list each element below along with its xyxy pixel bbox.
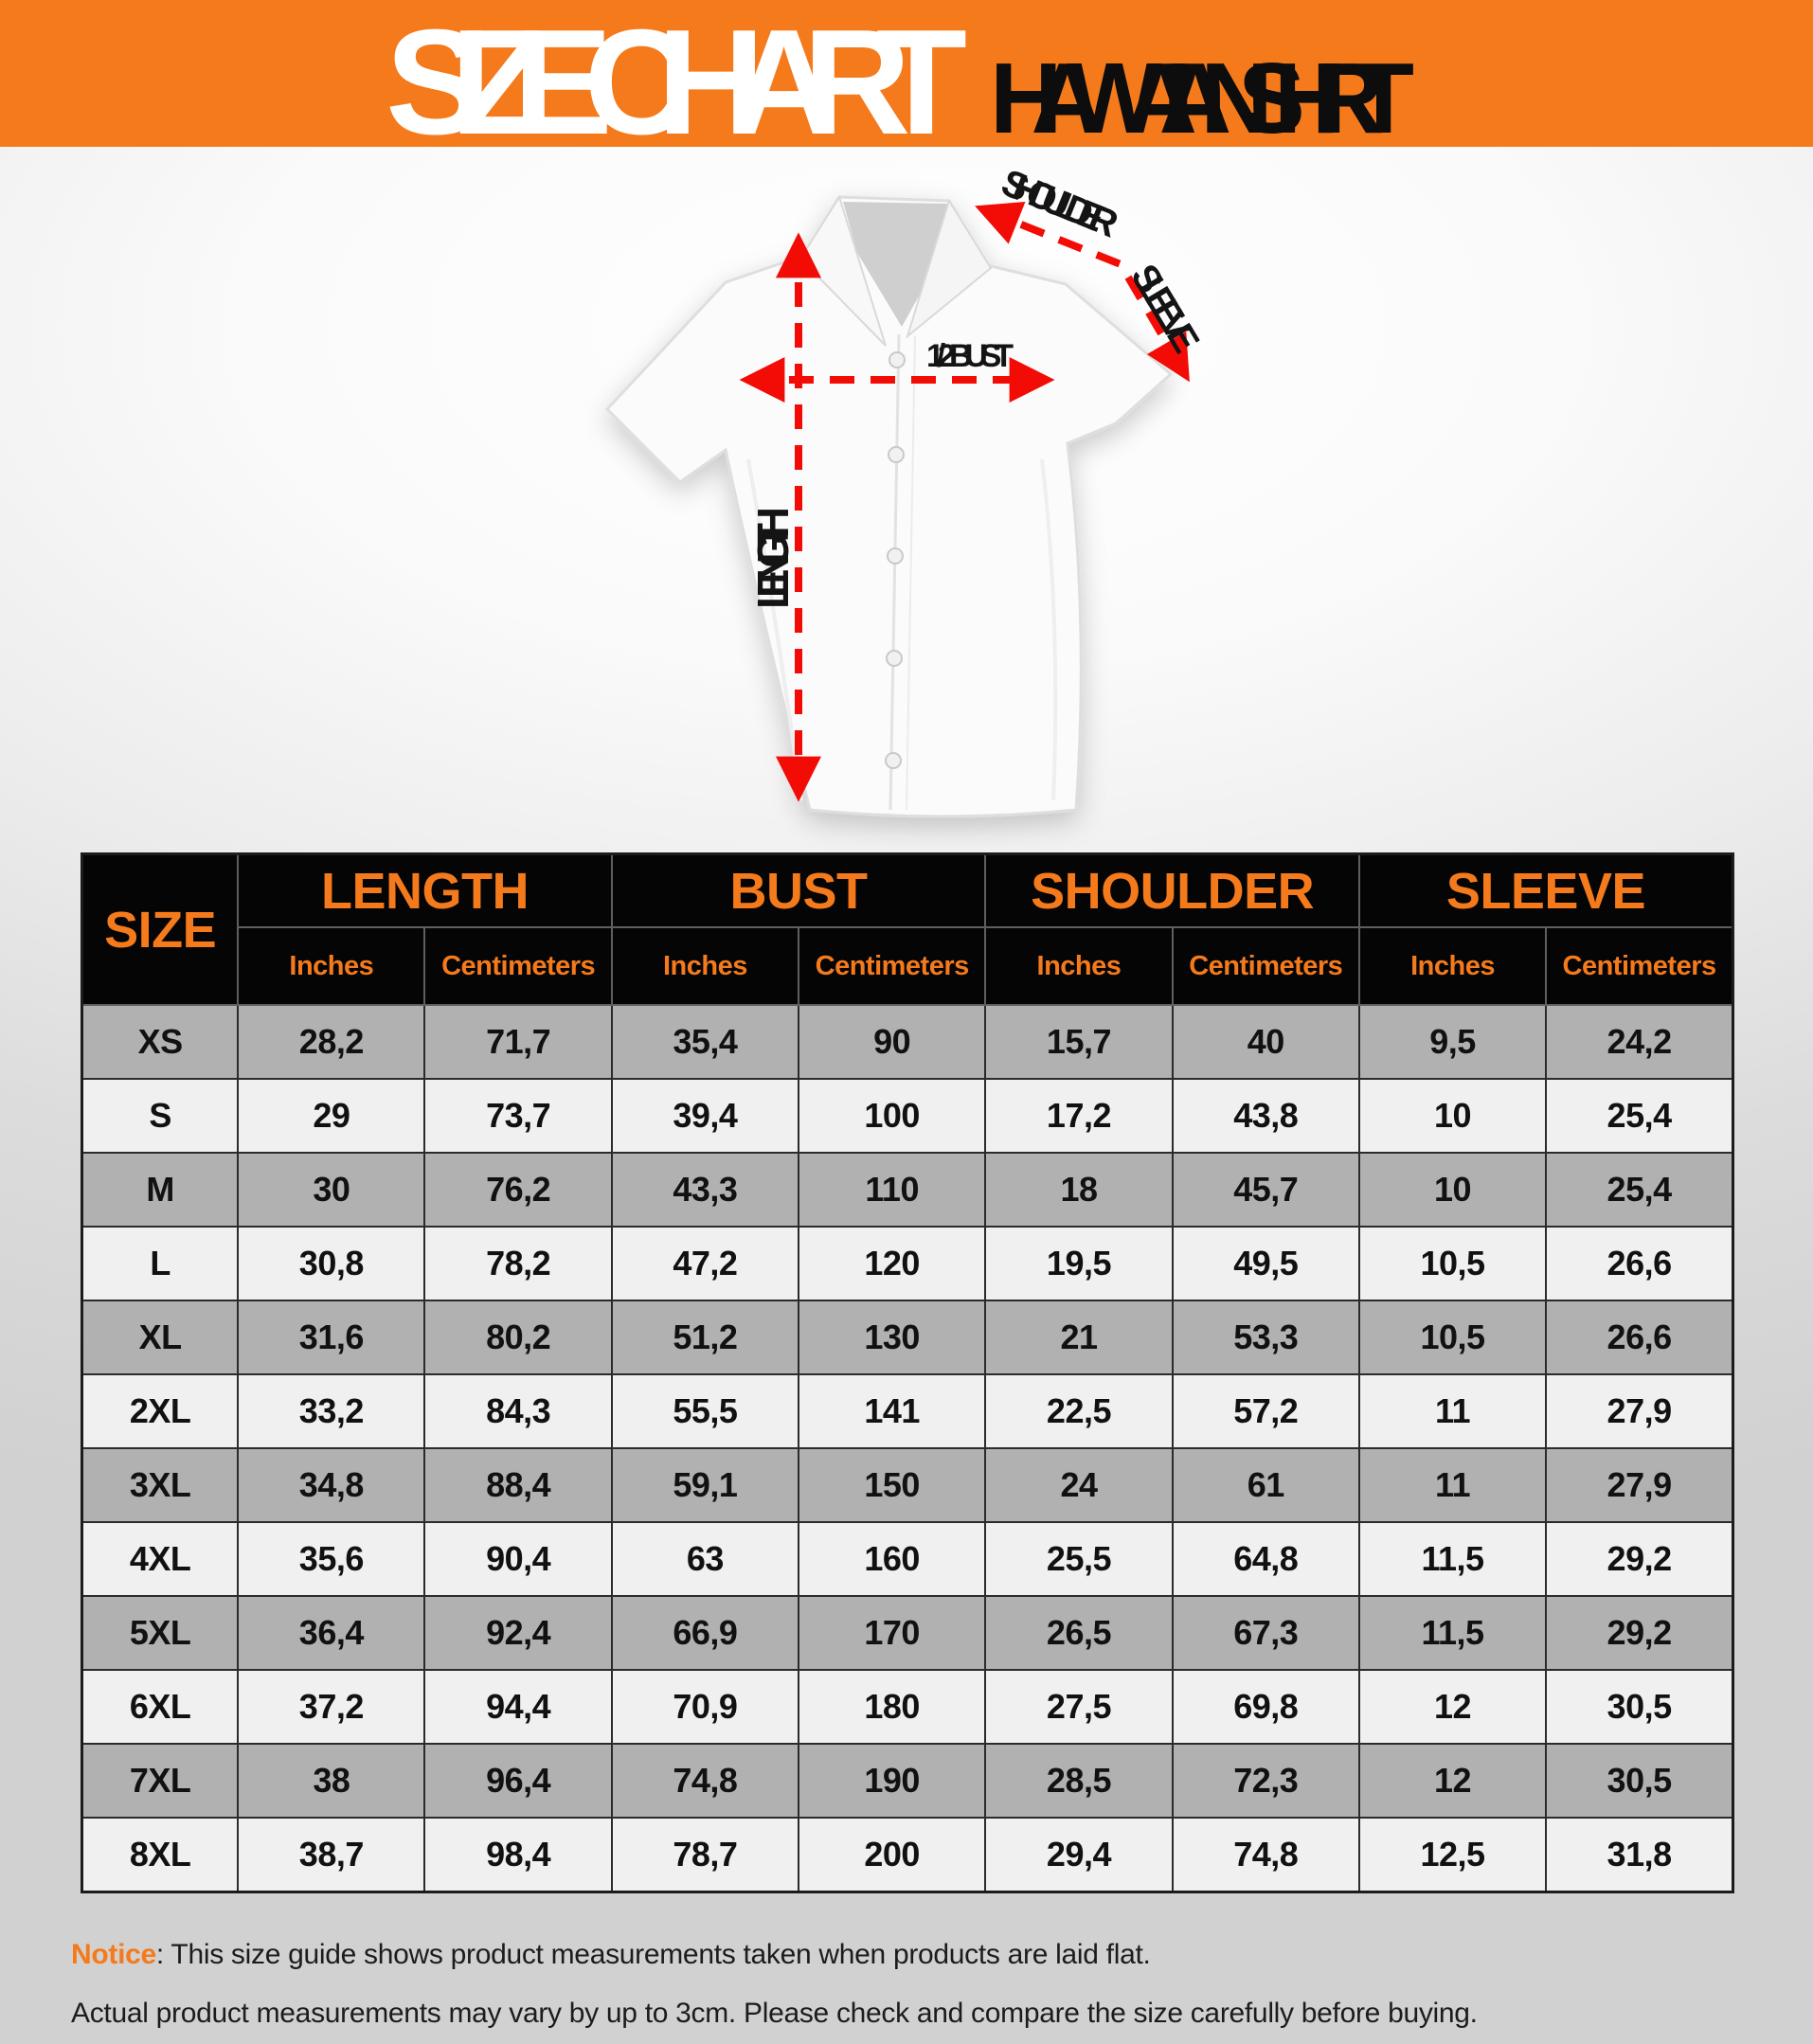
unit-header: Inches <box>238 927 424 1005</box>
size-cell: 2XL <box>82 1374 239 1448</box>
size-table-body <box>82 1005 1733 1892</box>
length-label: LENGTH <box>748 507 798 609</box>
table-cell: 24 <box>985 1448 1172 1522</box>
table-cell: 35,4 <box>612 1005 799 1079</box>
table-cell: 190 <box>799 1744 985 1818</box>
table-cell: 34,8 <box>238 1448 424 1522</box>
table-cell: 49,5 <box>1173 1227 1359 1300</box>
table-cell: 38 <box>238 1744 424 1818</box>
size-cell: 6XL <box>82 1670 239 1744</box>
table-cell: 11 <box>1359 1448 1546 1522</box>
notice-label: Notice <box>71 1939 156 1970</box>
table-cell: 110 <box>799 1153 985 1227</box>
table-cell: 40 <box>1173 1005 1359 1079</box>
size-cell: 4XL <box>82 1522 239 1596</box>
table-cell: 80,2 <box>424 1300 611 1374</box>
table-row <box>82 1227 1733 1300</box>
table-cell: 200 <box>799 1818 985 1892</box>
table-cell: 15,7 <box>985 1005 1172 1079</box>
size-cell: 8XL <box>82 1818 239 1892</box>
table-cell: 84,3 <box>424 1374 611 1448</box>
table-cell: 19,5 <box>985 1227 1172 1300</box>
size-cell: 5XL <box>82 1596 239 1670</box>
table-row <box>82 1744 1733 1818</box>
column-group-bust: BUST <box>612 854 986 928</box>
table-cell: 25,4 <box>1546 1153 1732 1227</box>
table-cell: 10,5 <box>1359 1227 1546 1300</box>
table-row <box>82 1596 1733 1670</box>
table-cell: 22,5 <box>985 1374 1172 1448</box>
notice-line-2: Actual product measurements may vary by up to 3cm. Please check and compare the size carefully before buying. <box>71 1998 1478 2029</box>
table-cell: 17,2 <box>985 1079 1172 1153</box>
table-cell: 21 <box>985 1300 1172 1374</box>
table-cell: 9,5 <box>1359 1005 1546 1079</box>
table-cell: 94,4 <box>424 1670 611 1744</box>
size-cell: 3XL <box>82 1448 239 1522</box>
table-cell: 71,7 <box>424 1005 611 1079</box>
table-cell: 74,8 <box>612 1744 799 1818</box>
table-cell: 51,2 <box>612 1300 799 1374</box>
table-cell: 12 <box>1359 1744 1546 1818</box>
table-cell: 30 <box>238 1153 424 1227</box>
table-cell: 11,5 <box>1359 1596 1546 1670</box>
table-row <box>82 1670 1733 1744</box>
size-table <box>81 852 1734 1893</box>
size-cell: S <box>82 1079 239 1153</box>
sleeve-label: SLEEVE <box>1122 257 1208 361</box>
shirt-illustration <box>607 197 1171 816</box>
notice <box>71 1933 1813 2035</box>
table-cell: 130 <box>799 1300 985 1374</box>
table-cell: 35,6 <box>238 1522 424 1596</box>
table-cell: 69,8 <box>1173 1670 1359 1744</box>
table-cell: 29,4 <box>985 1818 1172 1892</box>
size-cell: L <box>82 1227 239 1300</box>
table-cell: 66,9 <box>612 1596 799 1670</box>
table-cell: 53,3 <box>1173 1300 1359 1374</box>
table-cell: 120 <box>799 1227 985 1300</box>
table-cell: 30,5 <box>1546 1670 1732 1744</box>
page-title: SIZE CHART <box>386 0 967 147</box>
table-cell: 180 <box>799 1670 985 1744</box>
table-cell: 28,5 <box>985 1744 1172 1818</box>
table-cell: 37,2 <box>238 1670 424 1744</box>
table-row <box>82 1300 1733 1374</box>
page-subtitle: HAWAIIAN SHIRT <box>990 43 1414 147</box>
table-cell: 38,7 <box>238 1818 424 1892</box>
table-row <box>82 1005 1733 1079</box>
table-cell: 27,5 <box>985 1670 1172 1744</box>
table-cell: 29,2 <box>1546 1596 1732 1670</box>
table-cell: 88,4 <box>424 1448 611 1522</box>
unit-header: Centimeters <box>1546 927 1732 1005</box>
table-cell: 26,6 <box>1546 1227 1732 1300</box>
table-cell: 31,8 <box>1546 1818 1732 1892</box>
table-cell: 29,2 <box>1546 1522 1732 1596</box>
size-cell: XL <box>82 1300 239 1374</box>
unit-header: Inches <box>1359 927 1546 1005</box>
notice-line-1 <box>71 1933 1813 1977</box>
table-cell: 64,8 <box>1173 1522 1359 1596</box>
size-table-header <box>82 854 1733 1006</box>
table-cell: 26,5 <box>985 1596 1172 1670</box>
unit-header: Centimeters <box>424 927 611 1005</box>
table-cell: 45,7 <box>1173 1153 1359 1227</box>
column-group-length: LENGTH <box>238 854 612 928</box>
table-cell: 61 <box>1173 1448 1359 1522</box>
table-cell: 24,2 <box>1546 1005 1732 1079</box>
table-cell: 78,7 <box>612 1818 799 1892</box>
table-row <box>82 1818 1733 1892</box>
table-row <box>82 1374 1733 1448</box>
table-cell: 57,2 <box>1173 1374 1359 1448</box>
table-row <box>82 1522 1733 1596</box>
table-cell: 74,8 <box>1173 1818 1359 1892</box>
table-cell: 73,7 <box>424 1079 611 1153</box>
table-cell: 67,3 <box>1173 1596 1359 1670</box>
table-cell: 76,2 <box>424 1153 611 1227</box>
bust-label: 1/2 BUST <box>926 338 1014 374</box>
table-cell: 29 <box>238 1079 424 1153</box>
table-cell: 90 <box>799 1005 985 1079</box>
table-cell: 70,9 <box>612 1670 799 1744</box>
table-cell: 10 <box>1359 1153 1546 1227</box>
table-cell: 31,6 <box>238 1300 424 1374</box>
table-cell: 11 <box>1359 1374 1546 1448</box>
table-cell: 11,5 <box>1359 1522 1546 1596</box>
table-cell: 96,4 <box>424 1744 611 1818</box>
table-cell: 30,8 <box>238 1227 424 1300</box>
table-cell: 10,5 <box>1359 1300 1546 1374</box>
column-group-shoulder: SHOULDER <box>985 854 1359 928</box>
table-cell: 26,6 <box>1546 1300 1732 1374</box>
table-cell: 39,4 <box>612 1079 799 1153</box>
unit-header: Inches <box>985 927 1172 1005</box>
unit-header: Centimeters <box>1173 927 1359 1005</box>
table-cell: 27,9 <box>1546 1374 1732 1448</box>
table-cell: 59,1 <box>612 1448 799 1522</box>
size-cell: M <box>82 1153 239 1227</box>
shoulder-label: SHOULDER <box>996 161 1124 246</box>
size-cell: XS <box>82 1005 239 1079</box>
table-cell: 90,4 <box>424 1522 611 1596</box>
title-bar <box>0 0 1813 147</box>
column-group-sleeve: SLEEVE <box>1359 854 1733 928</box>
table-cell: 30,5 <box>1546 1744 1732 1818</box>
table-cell: 33,2 <box>238 1374 424 1448</box>
table-cell: 28,2 <box>238 1005 424 1079</box>
table-cell: 55,5 <box>612 1374 799 1448</box>
table-cell: 78,2 <box>424 1227 611 1300</box>
table-cell: 160 <box>799 1522 985 1596</box>
shirt-measurement-diagram <box>0 147 1813 852</box>
table-cell: 170 <box>799 1596 985 1670</box>
table-cell: 47,2 <box>612 1227 799 1300</box>
table-cell: 12,5 <box>1359 1818 1546 1892</box>
table-cell: 27,9 <box>1546 1448 1732 1522</box>
table-cell: 92,4 <box>424 1596 611 1670</box>
table-cell: 72,3 <box>1173 1744 1359 1818</box>
table-cell: 10 <box>1359 1079 1546 1153</box>
table-cell: 12 <box>1359 1670 1546 1744</box>
column-header-size: SIZE <box>82 854 239 1006</box>
table-cell: 43,8 <box>1173 1079 1359 1153</box>
unit-header: Centimeters <box>799 927 985 1005</box>
table-row <box>82 1079 1733 1153</box>
table-cell: 25,5 <box>985 1522 1172 1596</box>
size-cell: 7XL <box>82 1744 239 1818</box>
table-row <box>82 1448 1733 1522</box>
notice-line-1-text: : This size guide shows product measurements taken when products are laid flat. <box>155 1939 1151 1970</box>
table-cell: 18 <box>985 1153 1172 1227</box>
table-cell: 43,3 <box>612 1153 799 1227</box>
table-row <box>82 1153 1733 1227</box>
table-cell: 150 <box>799 1448 985 1522</box>
table-cell: 141 <box>799 1374 985 1448</box>
table-cell: 25,4 <box>1546 1079 1732 1153</box>
table-cell: 100 <box>799 1079 985 1153</box>
table-cell: 98,4 <box>424 1818 611 1892</box>
table-cell: 63 <box>612 1522 799 1596</box>
unit-header: Inches <box>612 927 799 1005</box>
table-cell: 36,4 <box>238 1596 424 1670</box>
